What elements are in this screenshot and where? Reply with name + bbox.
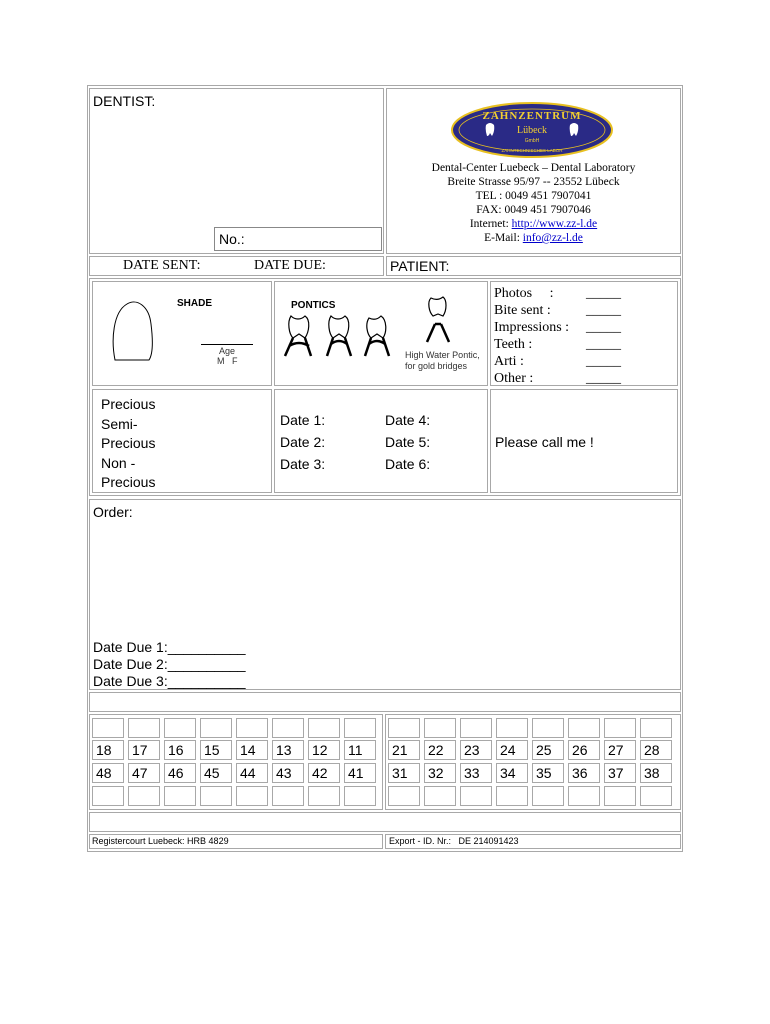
logo-tagline: ZAHNTECHNISCHES LABOR — [501, 148, 563, 153]
pontic-designs-icon — [283, 312, 403, 362]
tooth-right-lower[interactable]: 43 — [272, 763, 304, 783]
logo-sub: GmbH — [524, 138, 540, 144]
pontic-note-line2: for gold bridges — [405, 361, 468, 371]
checklist-photos-blank: _____ — [586, 286, 621, 301]
tooth-mark-cell[interactable] — [496, 786, 528, 806]
checklist-bite[interactable] — [494, 302, 674, 319]
tooth-mark-cell[interactable] — [272, 718, 304, 738]
checklist-impressions-label: Impressions : — [494, 320, 570, 335]
email-label: E-Mail: — [484, 232, 520, 244]
checklist-other-blank: _____ — [586, 371, 621, 386]
metal-box — [92, 389, 272, 493]
shade-label: SHADE — [177, 298, 213, 309]
tooth-right-lower[interactable]: 48 — [92, 763, 124, 783]
tooth-mark-cell[interactable] — [308, 718, 340, 738]
checklist-other-label: Other : — [494, 371, 534, 386]
order-date-due-2[interactable]: Date Due 2:__________ — [93, 656, 246, 672]
checklist-photos[interactable] — [494, 285, 674, 302]
export-id: Export - ID. Nr.: DE 214091423 — [389, 836, 519, 846]
metal-semi-line1[interactable]: Semi- — [101, 415, 138, 432]
lab-info-box — [386, 88, 681, 254]
tooth-mark-cell[interactable] — [532, 786, 564, 806]
tooth-left-upper[interactable]: 22 — [424, 740, 456, 760]
register-court: Registercourt Luebeck: HRB 4829 — [92, 836, 229, 846]
try-date-2[interactable]: Date 2: — [280, 434, 326, 450]
tooth-mark-cell[interactable] — [424, 786, 456, 806]
tooth-mark-cell[interactable] — [460, 718, 492, 738]
checklist-teeth-label: Teeth : — [494, 337, 533, 352]
tooth-mark-cell[interactable] — [92, 786, 124, 806]
sex-label: M F — [217, 356, 238, 366]
date-due-label: DATE DUE: — [254, 258, 326, 273]
tooth-left-upper[interactable]: 23 — [460, 740, 492, 760]
tooth-left-upper[interactable]: 28 — [640, 740, 672, 760]
tooth-mark-cell[interactable] — [164, 786, 196, 806]
tooth-mark-cell[interactable] — [532, 718, 564, 738]
tooth-mark-cell[interactable] — [640, 718, 672, 738]
metal-non-line1[interactable]: Non - — [101, 454, 136, 471]
tooth-left-lower[interactable]: 35 — [532, 763, 564, 783]
tooth-mark-cell[interactable] — [272, 786, 304, 806]
tooth-mark-cell[interactable] — [128, 718, 160, 738]
tooth-right-upper[interactable]: 13 — [272, 740, 304, 760]
metal-non-line2: Precious — [101, 474, 156, 490]
tooth-mark-cell[interactable] — [164, 718, 196, 738]
tooth-mark-cell[interactable] — [344, 786, 376, 806]
lab-address-block — [387, 161, 680, 245]
tooth-mark-cell[interactable] — [640, 786, 672, 806]
try-date-5[interactable]: Date 5: — [385, 434, 431, 450]
tooth-mark-cell[interactable] — [604, 718, 636, 738]
tooth-mark-cell[interactable] — [604, 786, 636, 806]
tooth-left-lower[interactable]: 37 — [604, 763, 636, 783]
date-sent-label: DATE SENT: — [123, 258, 201, 273]
tooth-right-upper[interactable]: 12 — [308, 740, 340, 760]
checklist-arti-blank: _____ — [586, 354, 621, 369]
metal-semi-line2: Precious — [101, 435, 156, 451]
logo-city: Lübeck — [517, 125, 547, 136]
tooth-right-lower[interactable]: 42 — [308, 763, 340, 783]
checklist-arti[interactable] — [494, 353, 674, 370]
checklist-bite-label: Bite sent : — [494, 303, 551, 318]
tooth-right-upper[interactable]: 11 — [344, 740, 376, 760]
lab-tel: TEL : 0049 451 7907041 — [475, 190, 592, 202]
tooth-mark-cell[interactable] — [388, 718, 420, 738]
checklist-box — [490, 281, 678, 386]
tooth-mark-cell[interactable] — [460, 786, 492, 806]
order-date-due-1[interactable]: Date Due 1:__________ — [93, 639, 246, 655]
dentist-no-label: No.: — [219, 231, 245, 247]
tooth-mark-cell[interactable] — [200, 786, 232, 806]
tooth-mark-cell[interactable] — [236, 718, 268, 738]
lab-address: Breite Strasse 95/97 -- 23552 Lübeck — [447, 176, 620, 188]
try-dates-box — [274, 389, 488, 493]
pontic-note — [405, 350, 480, 372]
tooth-mark-cell[interactable] — [92, 718, 124, 738]
dates-box — [89, 256, 384, 276]
lab-fax: FAX: 0049 451 7907046 — [476, 204, 591, 216]
checklist-impressions[interactable] — [494, 319, 674, 336]
tooth-right-lower[interactable]: 44 — [236, 763, 268, 783]
internet-label: Internet: — [469, 218, 509, 230]
tooth-mark-cell[interactable] — [568, 786, 600, 806]
tooth-left-lower[interactable]: 31 — [388, 763, 420, 783]
please-call-me[interactable]: Please call me ! — [495, 434, 594, 450]
pontic-note-line1: High Water Pontic, — [405, 350, 480, 360]
tooth-left-lower[interactable]: 36 — [568, 763, 600, 783]
lab-name: Dental-Center Luebeck – Dental Laboratory — [431, 162, 636, 174]
tooth-mark-cell[interactable] — [128, 786, 160, 806]
high-water-pontic-icon — [423, 294, 453, 344]
export-box — [385, 834, 681, 849]
checklist-photos-label: Photos : — [494, 286, 554, 301]
checklist-bite-blank: _____ — [586, 303, 621, 318]
checklist-impressions-blank: _____ — [586, 320, 621, 335]
lab-email — [387, 231, 680, 245]
patient-label: PATIENT: — [390, 258, 450, 274]
tooth-right-upper[interactable]: 18 — [92, 740, 124, 760]
tooth-mark-cell[interactable] — [424, 718, 456, 738]
tooth-mark-cell[interactable] — [388, 786, 420, 806]
dentist-label: DENTIST: — [93, 93, 156, 109]
tooth-left-upper[interactable]: 26 — [568, 740, 600, 760]
zahnzentrum-logo — [450, 101, 614, 159]
tooth-right-upper[interactable]: 15 — [200, 740, 232, 760]
tooth-left-lower[interactable]: 34 — [496, 763, 528, 783]
spacer-row-1 — [89, 692, 681, 712]
tooth-left-lower[interactable]: 33 — [460, 763, 492, 783]
tooth-right-lower[interactable]: 41 — [344, 763, 376, 783]
tooth-mark-cell[interactable] — [236, 786, 268, 806]
age-label: Age — [219, 346, 236, 356]
tooth-left-upper[interactable]: 21 — [388, 740, 420, 760]
try-date-6[interactable]: Date 6: — [385, 456, 431, 472]
order-label: Order: — [93, 504, 133, 520]
pontics-label: PONTICS — [291, 300, 336, 311]
order-box[interactable] — [89, 499, 681, 690]
pontics-box — [274, 281, 488, 386]
register-box — [89, 834, 383, 849]
tooth-left-upper[interactable]: 25 — [532, 740, 564, 760]
checklist-other[interactable] — [494, 370, 674, 387]
lab-internet — [387, 217, 680, 231]
tooth-right-upper[interactable]: 17 — [128, 740, 160, 760]
tooth-right-lower[interactable]: 46 — [164, 763, 196, 783]
age-line — [201, 344, 253, 345]
tooth-mark-cell[interactable] — [344, 718, 376, 738]
tooth-shade-icon — [111, 300, 155, 364]
dentist-no-field[interactable] — [214, 227, 382, 251]
logo-name: ZAHNZENTRUM — [482, 110, 582, 122]
tooth-mark-cell[interactable] — [568, 718, 600, 738]
tooth-right-upper[interactable]: 14 — [236, 740, 268, 760]
tooth-left-lower[interactable]: 38 — [640, 763, 672, 783]
try-date-4[interactable]: Date 4: — [385, 412, 431, 428]
shade-box — [92, 281, 272, 386]
tooth-left-upper[interactable]: 24 — [496, 740, 528, 760]
tooth-mark-cell[interactable] — [496, 718, 528, 738]
checklist-arti-label: Arti : — [494, 354, 524, 369]
try-date-1[interactable]: Date 1: — [280, 412, 326, 428]
tooth-right-upper[interactable]: 16 — [164, 740, 196, 760]
patient-box — [386, 256, 681, 276]
tooth-left-lower[interactable]: 32 — [424, 763, 456, 783]
try-date-3[interactable]: Date 3: — [280, 456, 326, 472]
metal-options — [101, 395, 155, 493]
order-date-due-3[interactable]: Date Due 3:__________ — [93, 673, 246, 689]
tooth-right-lower[interactable]: 47 — [128, 763, 160, 783]
tooth-left-upper[interactable]: 27 — [604, 740, 636, 760]
call-box — [490, 389, 678, 493]
metal-precious[interactable]: Precious — [101, 396, 156, 412]
tooth-right-lower[interactable]: 45 — [200, 763, 232, 783]
checklist-teeth[interactable] — [494, 336, 674, 353]
checklist — [494, 285, 674, 387]
tooth-mark-cell[interactable] — [200, 718, 232, 738]
website-link[interactable]: http://www.zz-l.de — [511, 218, 598, 230]
spacer-row-2 — [89, 812, 681, 832]
tooth-mark-cell[interactable] — [308, 786, 340, 806]
email-link[interactable]: info@zz-l.de — [522, 232, 583, 244]
checklist-teeth-blank: _____ — [586, 337, 621, 352]
